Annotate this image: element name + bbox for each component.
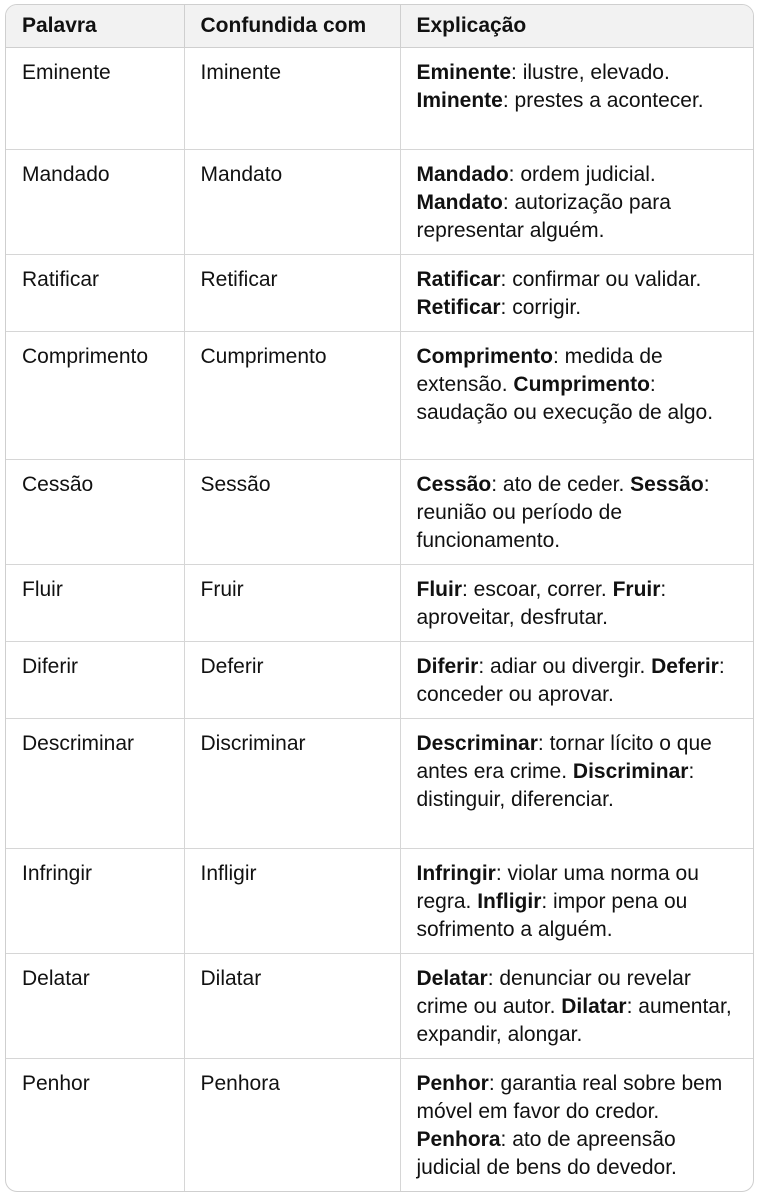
explanation-term: Comprimento (416, 345, 553, 368)
table-row (6, 954, 753, 1059)
table-row (6, 150, 753, 255)
explanation-text: : aproveitar, desfrutar. (416, 578, 667, 629)
word-cell: Diferir (6, 642, 184, 719)
explanation-term: Sessão (630, 473, 704, 496)
word-cell: Cessão (6, 460, 184, 565)
table-row (6, 565, 753, 642)
explanation-term: Discriminar (572, 760, 689, 783)
header-explanation: Explicação (400, 5, 753, 48)
explanation-text: : corrigir. (500, 296, 582, 319)
explanation-text: : ato de apreensão judicial de bens do devedor. (416, 1128, 677, 1179)
explanation-term: Eminente (416, 61, 512, 84)
explanation-cell (400, 719, 753, 849)
explanation-term: Cumprimento (513, 373, 650, 396)
explanation-term: Delatar (416, 967, 488, 990)
explanation-term: Diferir (416, 655, 479, 678)
table-row (6, 642, 753, 719)
explanation-term: Penhora (416, 1128, 501, 1151)
word-cell: Ratificar (6, 255, 184, 332)
explanation-text: : impor pena ou sofrimento a alguém. (416, 890, 688, 941)
explanation-term: Descriminar (416, 732, 538, 755)
explanation-text: : reunião ou período de funcionamento. (416, 473, 710, 552)
explanation-text: : denunciar ou revelar crime ou autor. (416, 967, 691, 1018)
explanation-text: : distinguir, diferenciar. (416, 760, 695, 811)
table-body (6, 48, 753, 1193)
explanation-text: : ato de ceder. (491, 473, 631, 496)
explanation-text: : autorização para representar alguém. (416, 191, 671, 242)
explanation-text: : medida de extensão. (416, 345, 663, 396)
table-row (6, 849, 753, 954)
word-cell: Mandado (6, 150, 184, 255)
word-cell: Delatar (6, 954, 184, 1059)
confused-with-cell: Deferir (184, 642, 400, 719)
header-word: Palavra (6, 5, 184, 48)
table-row (6, 255, 753, 332)
confused-with-cell: Fruir (184, 565, 400, 642)
explanation-cell (400, 48, 753, 150)
word-cell: Descriminar (6, 719, 184, 849)
confused-with-cell: Retificar (184, 255, 400, 332)
table-row (6, 719, 753, 849)
table-row (6, 332, 753, 460)
explanation-text: : violar uma norma ou regra. (416, 862, 699, 913)
confused-with-cell: Discriminar (184, 719, 400, 849)
word-cell: Eminente (6, 48, 184, 150)
explanation-cell (400, 460, 753, 565)
explanation-term: Iminente (416, 89, 503, 112)
explanation-term: Fruir (612, 578, 661, 601)
explanation-term: Ratificar (416, 268, 501, 291)
confused-with-cell: Mandato (184, 150, 400, 255)
explanation-term: Deferir (651, 655, 719, 678)
word-cell: Penhor (6, 1059, 184, 1193)
explanation-term: Retificar (416, 296, 501, 319)
explanation-text: : garantia real sobre bem móvel em favor do credor. (416, 1072, 723, 1123)
confused-with-cell: Sessão (184, 460, 400, 565)
explanation-text: : prestes a acontecer. (502, 89, 704, 112)
explanation-cell (400, 954, 753, 1059)
explanation-cell (400, 1059, 753, 1193)
explanation-text: : ordem judicial. (508, 163, 656, 186)
table (6, 5, 753, 1192)
explanation-term: Dilatar (561, 995, 627, 1018)
explanation-term: Penhor (416, 1072, 489, 1095)
word-cell: Comprimento (6, 332, 184, 460)
explanation-text: : tornar lícito o que antes era crime. (416, 732, 712, 783)
explanation-cell (400, 642, 753, 719)
word-cell: Fluir (6, 565, 184, 642)
explanation-cell (400, 255, 753, 332)
confused-with-cell: Infligir (184, 849, 400, 954)
explanation-term: Cessão (416, 473, 492, 496)
explanation-term: Mandado (416, 163, 509, 186)
explanation-text: : aumentar, expandir, alongar. (416, 995, 732, 1046)
confused-with-cell: Iminente (184, 48, 400, 150)
explanation-term: Mandato (416, 191, 503, 214)
explanation-cell (400, 849, 753, 954)
explanation-text: : confirmar ou validar. (500, 268, 702, 291)
table-row (6, 1059, 753, 1193)
explanation-term: Infligir (477, 890, 542, 913)
explanation-cell (400, 565, 753, 642)
header-confused-with: Confundida com (184, 5, 400, 48)
header-row (6, 5, 753, 48)
confused-with-cell: Cumprimento (184, 332, 400, 460)
explanation-text: : conceder ou aprovar. (416, 655, 725, 706)
explanation-text: : escoar, correr. (462, 578, 613, 601)
confused-with-cell: Penhora (184, 1059, 400, 1193)
explanation-text: : saudação ou execução de algo. (416, 373, 714, 424)
explanation-term: Infringir (416, 862, 496, 885)
table-row (6, 460, 753, 565)
explanation-term: Fluir (416, 578, 462, 601)
explanation-cell (400, 332, 753, 460)
explanation-text: : adiar ou divergir. (478, 655, 652, 678)
word-comparison-table (5, 4, 754, 1192)
explanation-text: : ilustre, elevado. (511, 61, 670, 84)
table-header (6, 5, 753, 48)
table-row (6, 48, 753, 150)
explanation-cell (400, 150, 753, 255)
confused-with-cell: Dilatar (184, 954, 400, 1059)
word-cell: Infringir (6, 849, 184, 954)
